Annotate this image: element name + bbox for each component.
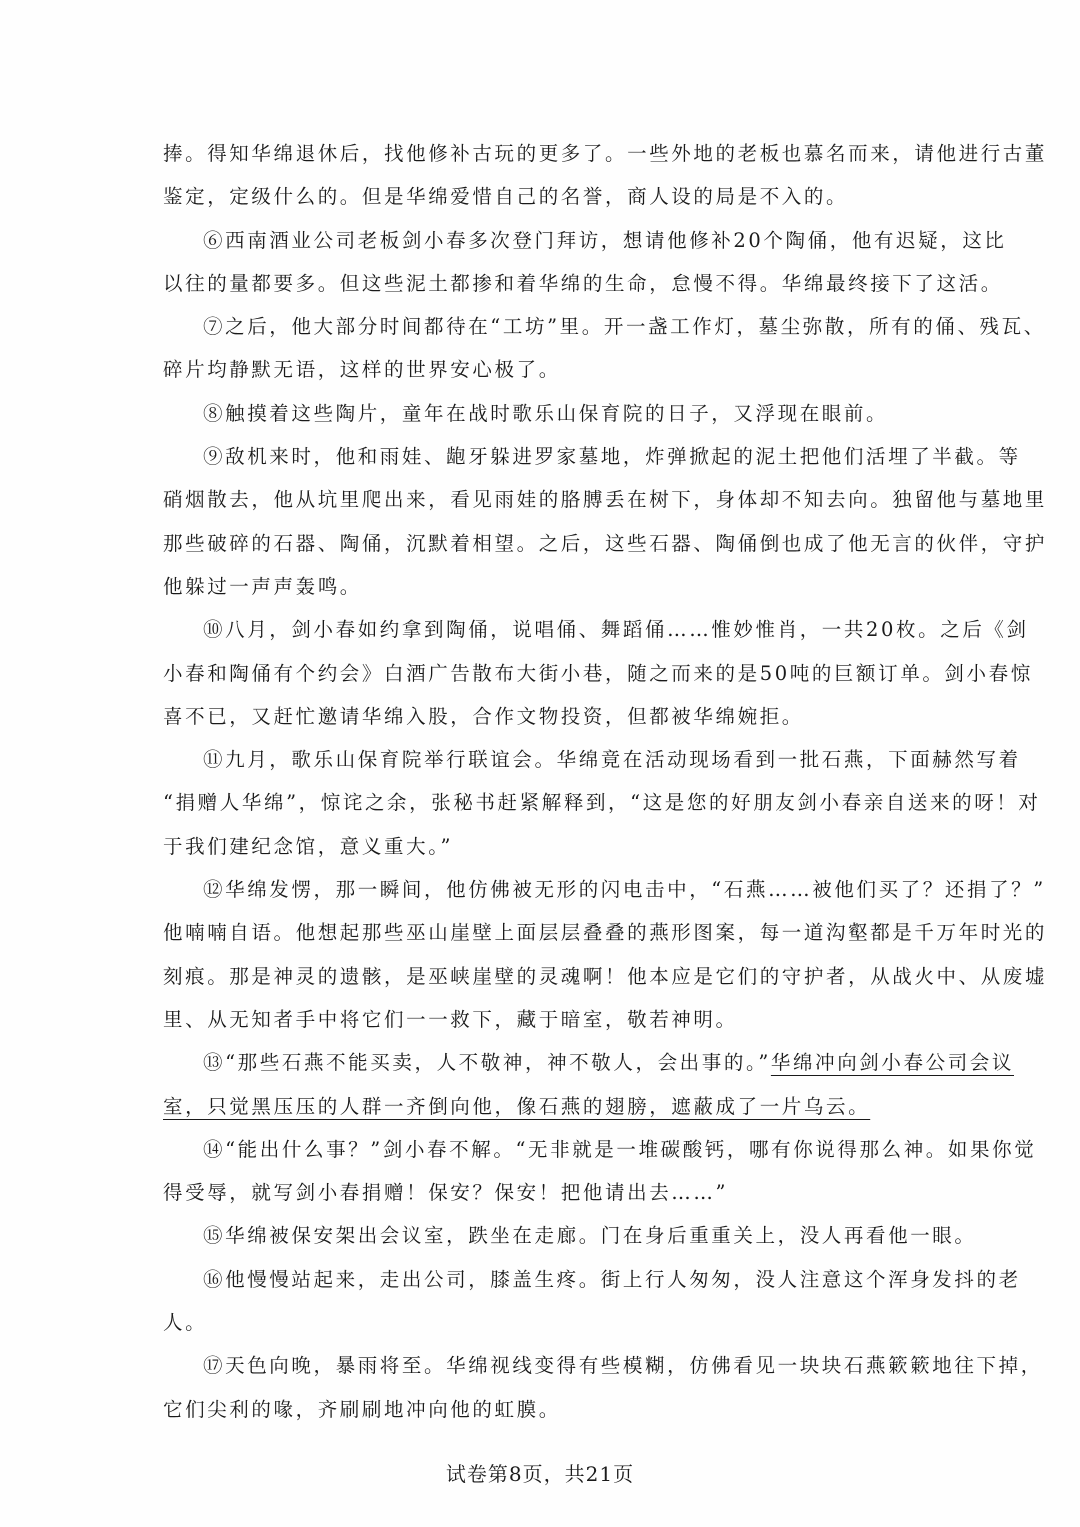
text-line: 硝烟散去，他从坑里爬出来，看见雨娃的胳膊丢在树下，身体却不知去向。独留他与墓地里: [163, 488, 1048, 512]
text-line: 捧。得知华绵退休后，找他修补古玩的更多了。一些外地的老板也慕名而来，请他进行古董: [163, 142, 1048, 165]
text-line: ⑧触摸着这些陶片，童年在战时歌乐山保育院的日子，又浮现在眼前。: [203, 401, 889, 425]
text-line: 里、从无知者手中将它们一一救下，藏于暗室，敬若神明。: [163, 1007, 738, 1031]
text-line: 他喃喃自语。他想起那些巫山崖壁上面层层叠叠的燕形图案，每一道沟壑都是千万年时光的: [163, 921, 1048, 945]
paragraph-11: [163, 738, 1041, 868]
paragraph-9: [163, 435, 1048, 608]
text-line: ⑰天色向晚，暴雨将至。华绵视线变得有些模糊，仿佛看见一块块石燕簌簌地往下掉，: [203, 1354, 1043, 1378]
text-line: [163, 1085, 918, 1128]
underlined-sentence-end: 室，只觉黑压压的人群一齐倒向他，像石燕的翅膀，遮蔽成了一片乌云。: [163, 1094, 871, 1118]
text-line: ⑭“能出什么事？”剑小春不解。“无非就是一堆碳酸钙，哪有你说得那么神。如果你觉: [203, 1137, 1037, 1161]
text-line: 人。: [163, 1311, 208, 1335]
paragraph-7: [163, 305, 1046, 392]
text-line: 于我们建纪念馆，意义重大。”: [163, 834, 454, 858]
text-line: ⑮华绵被保安架出会议室，跌坐在走廊。门在身后重重关上，没人再看他一眼。: [203, 1224, 977, 1248]
text-line: 得受辱，就写剑小春捐赠！保安？保安！把他请出去……”: [163, 1181, 729, 1205]
paragraph-13: [163, 1041, 1014, 1128]
text-line: ⑥西南酒业公司老板剑小春多次登门拜访，想请他修补20个陶俑，他有迟疑，这比: [203, 228, 1007, 252]
text-line: 刻痕。那是神灵的遗骸，是巫峡崖壁的灵魂啊！他本应是它们的守护者，从战火中、从废墟: [163, 964, 1048, 988]
text-line: 以往的量都要多。但这些泥土都掺和着华绵的生命，怠慢不得。华绵最终接下了这活。: [163, 271, 1003, 295]
text-line: 碎片均静默无语，这样的世界安心极了。: [163, 358, 561, 382]
text-line: ⑦之后，他大部分时间都待在“工坊”里。开一盏工作灯，墓尘弥散，所有的俑、残瓦、: [203, 315, 1046, 339]
text-line: ⑯他慢慢站起来，走出公司，膝盖生疼。街上行人匆匆，没人注意这个浑身发抖的老: [203, 1267, 1021, 1291]
page-number-footer: 试卷第8页，共21页: [445, 1462, 635, 1486]
paragraph-14: [163, 1128, 1037, 1215]
text-line: 鉴定，定级什么的。但是华绵爱惜自己的名誉，商人设的局是不入的。: [163, 185, 849, 209]
text-line: [163, 1041, 1014, 1084]
text-line: ⑫华绵发愣，那一瞬间，他仿佛被无形的闪电击中，“石燕……被他们买了？还捐了？”: [203, 878, 1046, 902]
underlined-sentence-start: 华绵冲向剑小春公司会议: [770, 1051, 1014, 1075]
quote-text: ⑬“那些石燕不能买卖，人不敬神，神不敬人，会出事的。”: [203, 1051, 771, 1075]
text-line: ⑪九月，歌乐山保育院举行联谊会。华绵竟在活动现场看到一批石燕，下面赫然写着: [203, 748, 1021, 772]
text-line: ⑩八月，剑小春如约拿到陶俑，说唱俑、舞蹈俑……惟妙惟肖，一共20枚。之后《剑: [203, 618, 1029, 642]
paragraph-continuation: [163, 132, 1048, 219]
paragraph-15: [163, 1214, 977, 1257]
paragraph-6: [163, 219, 1007, 306]
article-body: [163, 132, 1048, 1431]
paragraph-10: [163, 608, 1033, 738]
text-line: ⑨敌机来时，他和雨娃、龅牙躲进罗家墓地，炸弹掀起的泥土把他们活埋了半截。等: [203, 445, 1021, 469]
text-line: 那些破碎的石器、陶俑，沉默着相望。之后，这些石器、陶俑倒也成了他无言的伙伴，守护: [163, 531, 1048, 555]
text-line: 喜不已，又赶忙邀请华绵入股，合作文物投资，但都被华绵婉拒。: [163, 704, 804, 728]
text-line: 小春和陶俑有个约会》白酒广告散布大街小巷，随之而来的是50吨的巨额订单。剑小春惊: [163, 661, 1033, 685]
paragraph-8: [163, 392, 918, 435]
text-line: “捐赠人华绵”，惊诧之余，张秘书赶紧解释到，“这是您的好朋友剑小春亲自送来的呀！对: [163, 791, 1041, 815]
paragraph-12: [163, 868, 1048, 1041]
text-line: 他躲过一声声轰鸣。: [163, 574, 362, 598]
paragraph-16: [163, 1258, 1021, 1345]
paragraph-17: [163, 1344, 1043, 1431]
text-line: 它们尖利的喙，齐刷刷地冲向他的虹膜。: [163, 1397, 561, 1421]
